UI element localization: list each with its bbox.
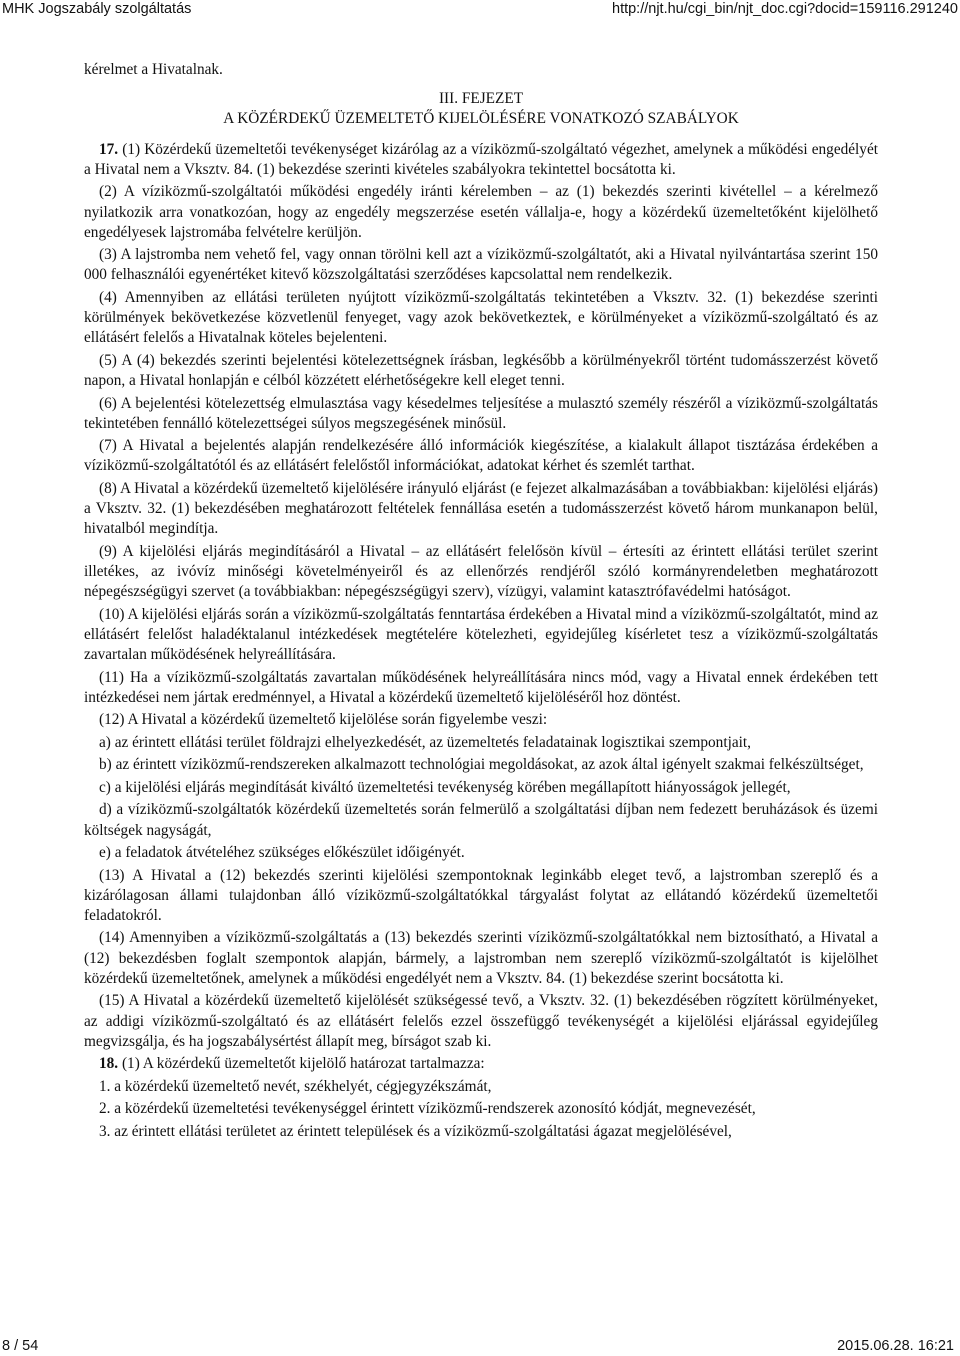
chapter-number: III. FEJEZET [438, 90, 524, 108]
section-18-item-3: 3. az érintett ellátási területet az érintett települések és a víziközmű-szolgáltatási ágazat megjelölésével, [99, 1122, 732, 1140]
section-18-number: 18. [99, 1055, 119, 1073]
section-17-number: 17. [99, 140, 119, 158]
section-17-paragraph-10: (10) A kijelölési eljárás során a víziközmű-szolgáltatás fenntartása érdekében a Hivatal mind a víziközmű-szolgáltatót, mind az ellátásért felelőst haladéktalanul intézkedések megtételére kötelezheti, egyidejűleg kísérletet tesz a víziközmű-szolgáltatás zavartalan működésének helyreállítására. [84, 605, 878, 664]
section-17-paragraph-9: (9) A kijelölési eljárás megindításáról a Hivatal – az ellátásért felelősön kívül – értesíti az érintett ellátási terület szerint illetékes, az ivóvíz minőségi követelményeiről és az ellenőrzés rendjéről szóló kormányrendeletben meghatározott népegészségügyi szervet (a továbbiakban: népegészségügyi szerv), vízügyi, valamint katasztrófavédelmi hatóságot. [84, 542, 878, 601]
page-counter: 8 / 54 [2, 1338, 39, 1354]
section-17-paragraph-1: 17. (1) Közérdekű üzemeltetői tevékenységet kizárólag az a víziközmű-szolgáltató végezhet, amelynek a működési engedélyét a Hivatal nem a Vksztv. 84. (1) bekezdése szerinti kivételes szabályokra tekintettel bocsátotta ki. [84, 140, 878, 178]
section-17-paragraph-4: (4) Amennyiben az ellátási területen nyújtott víziközmű-szolgáltatás tekintetében a Vksztv. 32. (1) bekezdése szerinti körülmények bekövetkezése közvetlenül fenyeget, vagy azok bekövetkeztek, e körülményeket a víziközmű-szolgáltató és az ellátásért felelős a Hivatalnak köteles bejelenteni. [84, 288, 878, 347]
section-17-paragraph-12: (12) A Hivatal a közérdekű üzemeltető kijelölése során figyelembe veszi: [99, 711, 548, 729]
header-url[interactable]: http://njt.hu/cgi_bin/njt_doc.cgi?docid=159116.291240 [612, 1, 958, 17]
section-18-paragraph-1: 18. (1) A közérdekű üzemeltetőt kijelölő határozat tartalmazza: [99, 1055, 485, 1073]
section-17-paragraph-14: (14) Amennyiben a víziközmű-szolgáltatás a (13) bekezdés szerinti víziközmű-szolgáltatókkal nem biztosítható, a Hivatal a (12) bekezdésben foglalt szempontok alapján, bármely, a lajstromban nem szereplő víziközmű-szolgáltatót is kijelölhet közérdekű üzemeltetőnek, amelynek a működési engedélyét nem a Vksztv. 84. (1) bekezdése szerint bocsátotta ki. [84, 929, 878, 987]
section-17-point-c: c) a kijelölési eljárás megindítását kiváltó üzemeltetési tevékenység körében megállapított hiányosságok jellegét, [99, 778, 791, 796]
section-17-point-e: e) a feladatok átvételéhez szükséges előkészület időigényét. [99, 844, 465, 862]
section-17-paragraph-3: (3) A lajstromba nem vehető fel, vagy onnan törölni kell azt a víziközmű-szolgáltatót, aki a Hivatal nyilvántartása szerint 150 000 felhasználói egyenértéket kitevő közszolgáltatási szerződéses kapcsolattal nem rendelkezik. [84, 246, 878, 284]
section-17-paragraph-11: (11) Ha a víziközmű-szolgáltatás zavartalan működésének helyreállítására nincs mód, vagy a Hivatal ennek érdekében tett intézkedései nem jártak eredménnyel, a Hivatal a közérdekű üzemeltető kijelöléséről hoz döntést. [84, 668, 878, 706]
section-17-paragraph-15: (15) A Hivatal a közérdekű üzemeltető kijelölését szükségessé tevő, a Vksztv. 32. (1) bekezdésében rögzített körülményeket, az addigi víziközmű-szolgáltató és az ellátásért felelős ezzel összefüggő tevékenységét a kijelölési eljárással egyidejűleg megvizsgálja, és ha jogszabálysértést állapít meg, bírságot szab ki. [84, 992, 878, 1050]
intro-line: kérelmet a Hivatalnak. [84, 61, 223, 78]
section-17-point-b: b) az érintett víziközmű-rendszereken alkalmazott technológiai megoldásokat, az azok által igényelt szakmai felkészültséget, [99, 756, 864, 774]
section-17-point-a: a) az érintett ellátási terület földrajzi elhelyezkedését, az üzemeltetés feladatainak logisztikai szempontjait, [99, 733, 751, 751]
document-body [84, 60, 878, 1144]
section-17-point-d: d) a víziközmű-szolgáltatók közérdekű üzemeltetés során felmerülő a szolgáltatási díjban nem fedezett beruházások és üzemi költségek nagyságát, [84, 801, 878, 839]
section-17-paragraph-13: (13) A Hivatal a (12) bekezdés szerinti kijelölési szempontoknak leginkább eleget tevő, a lajstromban szereplő és a kizárólagosan állami tulajdonban álló víziközmű-szolgáltatókkal tárgyalást folytat az ellátandó közérdekű üzemeltetői feladatokról. [84, 866, 878, 924]
page-header [0, 0, 960, 18]
section-17-paragraph-8: (8) A Hivatal a közérdekű üzemeltető kijelölésére irányuló eljárást (e fejezet alkalmazásában a továbbiakban: kijelölési eljárás) a Vksztv. 32. (1) bekezdésében meghatározott feltételek fennállása esetén a tudomásszerzést követő három munkanapon belül, hivatalból megindítja. [84, 479, 878, 538]
chapter-title: A KÖZÉRDEKŰ ÜZEMELTETŐ KIJELÖLÉSÉRE VONATKOZÓ SZABÁLYOK [223, 110, 739, 128]
print-timestamp: 2015.06.28. 16:21 [837, 1338, 954, 1354]
section-18-item-1: 1. a közérdekű üzemeltető nevét, székhelyét, cégjegyzékszámát, [99, 1077, 492, 1095]
section-18-item-2: 2. a közérdekű üzemeltetési tevékenységgel érintett víziközmű-rendszerek azonosító kódját, megnevezését, [99, 1100, 756, 1118]
section-17-paragraph-6: (6) A bejelentési kötelezettség elmulasztása vagy késedelmes teljesítése a mulasztó személy részéről a víziközmű-szolgáltatás tekintetében fennálló kötelezettségei súlyos megszegésének minősül. [84, 394, 878, 432]
section-17-paragraph-7: (7) A Hivatal a bejelentés alapján rendelkezésére álló információk kiegészítése, a kialakult állapot tisztázása érdekében a víziközmű-szolgáltatótól és az ellátásért felelőstől információkat, adatokat kérhet és szemlét tarthat. [84, 437, 878, 475]
header-source: MHK Jogszabály szolgáltatás [2, 1, 192, 17]
section-17-paragraph-5: (5) A (4) bekezdés szerinti bejelentési kötelezettségnek írásban, legkésőbb a körülményekről történt tudomásszerzést követő napon, a Hivatal honlapján e célból közzétett elérhetőségekre kell eleget tenni. [84, 351, 878, 390]
page-footer [0, 1336, 960, 1356]
section-17-paragraph-2: (2) A víziközmű-szolgáltatói működési engedély iránti kérelemben – az (1) bekezdés szerinti kivétellel – a kérelmező nyilatkozik arra vonatkozóan, hogy az engedély megszerzése esetén vállalja-e, hogy a közérdekű üzemeltetőként kijelölhető engedélyesek lajstromába felvételre kerüljön. [84, 183, 878, 241]
